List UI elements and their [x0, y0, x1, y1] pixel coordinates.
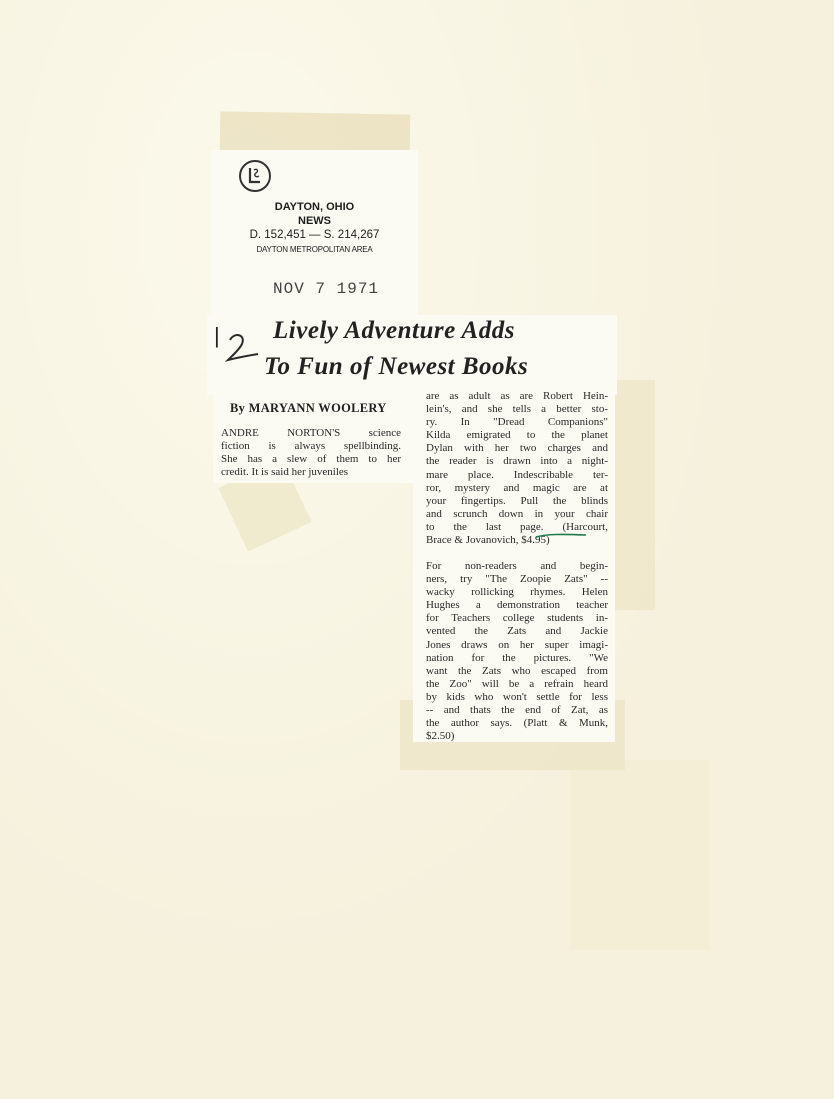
article-line: vented the Zats and Jackie — [426, 625, 608, 638]
article-right-column-para2 — [426, 560, 608, 743]
headline-line-2: To Fun of Newest Books — [264, 353, 529, 380]
article-line: Hughes a demonstration teacher — [426, 599, 608, 612]
article-line: to the last page. (Harcourt, — [426, 520, 608, 533]
clipping-city: DAYTON, OHIO — [274, 201, 355, 213]
handwritten-number-mark — [224, 330, 264, 370]
article-line: the reader is drawn into a night- — [426, 455, 608, 468]
article-right-column-para1 — [426, 390, 608, 547]
clipping-paper-name: NEWS — [298, 215, 331, 227]
article-line: ANDRE NORTON'S science — [221, 427, 401, 439]
press-clipping-logo-icon — [239, 160, 271, 192]
article-line: want the Zats who escaped from — [426, 664, 608, 677]
article-byline: By MARYANN WOOLERY — [230, 401, 387, 415]
article-line: Dylan with her two charges and — [426, 442, 608, 455]
article-line: the author says. (Platt & Munk, — [426, 717, 608, 730]
article-line: fiction is always spellbinding. — [221, 440, 401, 453]
article-line: ror, mystery and magic are at — [426, 481, 608, 494]
article-line: credit. It is said her juveniles — [221, 466, 349, 479]
article-line: Kilda emigrated to the planet — [426, 429, 608, 442]
article-line: lein's, and she tells a better sto- — [426, 403, 608, 416]
green-pen-underline — [535, 532, 587, 540]
article-line: ners, try "The Zoopie Zats" -- — [426, 573, 608, 586]
article-line: mare place. Indescribable ter- — [426, 468, 608, 481]
clipping-circulation: D. 152,451 — S. 214,267 — [249, 229, 380, 241]
article-line: ry. In "Dread Companions" — [426, 416, 608, 429]
article-line: the Zoo" will be a refrain heard — [426, 677, 608, 690]
article-line: for Teachers college students in- — [426, 612, 608, 625]
article-line: Jones draws on her super imagi- — [426, 638, 608, 651]
tape-strip — [610, 380, 655, 610]
article-left-column — [221, 427, 401, 479]
article-line: Brace & Jovanovich, $4.95) — [426, 534, 550, 547]
date-stamp: NOV 7 1971 — [273, 280, 380, 298]
article-line: are as adult as are Robert Hein- — [426, 390, 608, 402]
article-line: She has a slew of them to her — [221, 453, 401, 466]
article-line: For non-readers and begin- — [426, 560, 608, 572]
tape-strip — [570, 760, 710, 950]
clipping-area: DAYTON METROPOLITAN AREA — [256, 245, 373, 254]
article-line: your fingertips. Pull the blinds — [426, 494, 608, 507]
article-line: wacky rollicking rhymes. Helen — [426, 586, 608, 599]
article-line: $2.50) — [426, 730, 455, 743]
article-line: and scrunch down in your chair — [426, 507, 608, 520]
article-line: nation for the pictures. "We — [426, 651, 608, 664]
article-line: -- and thats the end of Zat, as — [426, 704, 608, 717]
tape-strip — [220, 111, 411, 154]
margin-tick: | — [214, 323, 220, 348]
article-line: by kids who won't settle for less — [426, 690, 608, 703]
headline-line-1: Lively Adventure Adds — [273, 317, 515, 344]
handwritten-mark-text: 2 — [224, 330, 225, 331]
